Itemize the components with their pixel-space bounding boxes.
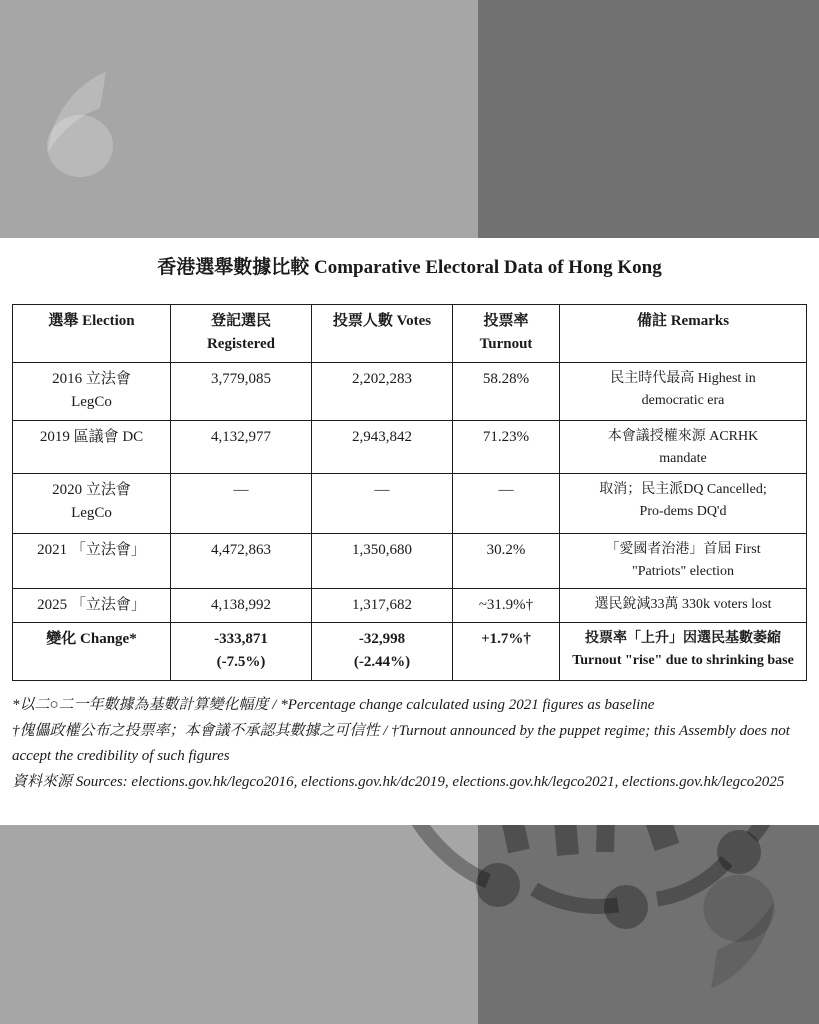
- footnote-sources: 資料來源 Sources: elections.gov.hk/legco2016, elections.gov.hk/dc2019, elections.gov.hk/legco2021, elections.gov.hk/legco2025: [12, 774, 785, 790]
- open-quote-icon: [44, 72, 118, 178]
- column-header-registered: 登記選民 Registered: [171, 305, 312, 363]
- column-header-votes: 投票人數 Votes: [312, 305, 453, 363]
- table-row: [13, 589, 807, 623]
- electoral-data-table: [12, 304, 807, 681]
- cell-votes: 1,350,680: [312, 534, 453, 589]
- cell-election: 2021 「立法會」: [13, 534, 171, 589]
- column-header-election: 選舉 Election: [13, 305, 171, 363]
- cell-remarks: 民主時代最高 Highest in democratic era: [560, 363, 807, 421]
- cell-votes: -32,998 (-2.44%): [312, 623, 453, 681]
- cell-registered: -333,871 (-7.5%): [171, 623, 312, 681]
- page-title: 香港選舉數據比較 Comparative Electoral Data of Hong Kong: [157, 257, 662, 278]
- cell-turnout: 71.23%: [453, 421, 560, 474]
- cell-votes: 2,202,283: [312, 363, 453, 421]
- footnote-turnout-disclaimer: †傀儡政權公布之投票率；本會議不承認其數據之可信性 / †Turnout announced by the puppet regime; this Assembly does not accept the credibility of such figures: [12, 723, 790, 764]
- footnote-baseline: *以二○二一年數據為基數計算變化幅度 / *Percentage change calculated using 2021 figures as baseline: [12, 697, 655, 713]
- table-header-row: [13, 305, 807, 363]
- cell-remarks: 投票率「上升」因選民基數萎縮 Turnout "rise" due to shrinking base: [560, 623, 807, 681]
- table-header: [13, 305, 807, 363]
- table-row: [13, 474, 807, 534]
- cell-turnout: 58.28%: [453, 363, 560, 421]
- cell-registered: 4,132,977: [171, 421, 312, 474]
- cell-election: 2020 立法會 LegCo: [13, 474, 171, 534]
- cell-remarks: 選民銳減33萬 330k voters lost: [560, 589, 807, 623]
- column-header-remarks: 備註 Remarks: [560, 305, 807, 363]
- cell-remarks: 本會議授權來源 ACRHK mandate: [560, 421, 807, 474]
- cell-election: 變化 Change*: [13, 623, 171, 681]
- cell-election: 2019 區議會 DC: [13, 421, 171, 474]
- column-header-turnout: 投票率 Turnout: [453, 305, 560, 363]
- cell-turnout: 30.2%: [453, 534, 560, 589]
- document-panel: [0, 238, 819, 825]
- close-quote-icon: [698, 870, 778, 992]
- cell-votes: 2,943,842: [312, 421, 453, 474]
- cell-election: 2025 「立法會」: [13, 589, 171, 623]
- cell-votes: 1,317,682: [312, 589, 453, 623]
- cell-remarks: 「愛國者治港」首屆 First "Patriots" election: [560, 534, 807, 589]
- cell-election: 2016 立法會 LegCo: [13, 363, 171, 421]
- table-row: [13, 534, 807, 589]
- cell-registered: 3,779,085: [171, 363, 312, 421]
- cell-turnout: ~31.9%†: [453, 589, 560, 623]
- cell-remarks: 取消；民主派DQ Cancelled; Pro-dems DQ'd: [560, 474, 807, 534]
- table-body: [13, 363, 807, 681]
- cell-votes: —: [312, 474, 453, 534]
- table-row: [13, 623, 807, 681]
- cell-registered: 4,138,992: [171, 589, 312, 623]
- cell-turnout: +1.7%†: [453, 623, 560, 681]
- table-row: [13, 363, 807, 421]
- table-row: [13, 421, 807, 474]
- cell-registered: 4,472,863: [171, 534, 312, 589]
- cell-turnout: —: [453, 474, 560, 534]
- footnotes: [12, 693, 804, 795]
- cell-registered: —: [171, 474, 312, 534]
